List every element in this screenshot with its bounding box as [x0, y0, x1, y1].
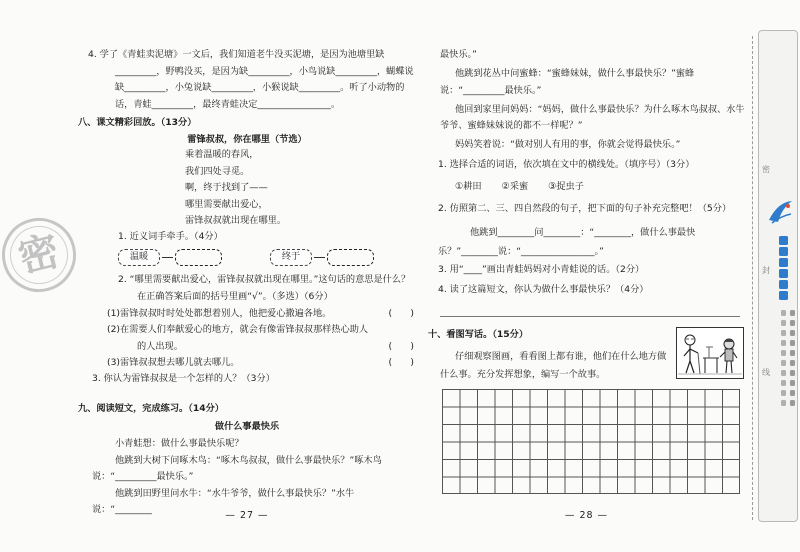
word-choice: ②采蜜 [501, 181, 529, 192]
binding-line-char: 封 [762, 266, 770, 275]
reading-passage-continued [440, 47, 745, 156]
spine-text-mark [779, 269, 788, 278]
word-choice: ①耕田 [455, 181, 482, 192]
poem-line: 啊，终于找到了—— [185, 182, 268, 194]
section-10-heading: 十、看图写话。（15分） [428, 329, 529, 340]
passage-paragraph: 他跳到大树下问啄木鸟：“啄木鸟叔叔，做什么事最快乐？”啄木鸟说：“_________最快乐。” [92, 454, 382, 483]
spine-text-mark [781, 360, 786, 366]
spine-text-mark [779, 280, 788, 289]
spine-text-mark [790, 350, 795, 356]
spine-text-mark [781, 320, 786, 326]
reading-passage [92, 436, 414, 519]
pair-connector [314, 257, 325, 258]
word-choices [455, 179, 601, 196]
passage-paragraph: 他跳到花丛中问蜜蜂：“蜜蜂妹妹，做什么事最快乐？”蜜蜂说：“_________最快乐。” [440, 67, 695, 96]
question-9-4: 4. 读了这篇短文，你认为做什么事最快乐？（4分） [438, 284, 649, 295]
choice-option [107, 306, 414, 323]
passage-paragraph: 妈妈笑着说：“做对别人有用的事，你就会觉得最快乐。” [455, 139, 681, 151]
question-9-2: 2. 仿照第二、三、四自然段的句子，把下面的句子补充完整吧！（5分） [438, 203, 732, 214]
synonym-word-box: 温暖 [118, 249, 160, 266]
option-text: (3)雷锋叔叔想去哪儿就去哪儿。 [107, 357, 240, 368]
synonym-pairs [118, 249, 374, 267]
question-8-1: 1. 近义词手牵手。（4分） [118, 231, 223, 242]
spine-text-mark [781, 340, 786, 346]
choice-option [107, 322, 414, 355]
answer-parentheses: ( ) [388, 308, 414, 319]
imitation-sentence: 他跳到________问________：“________，做什么事最快乐？”________说：“________________。” [438, 227, 696, 257]
synonym-answer-box [175, 249, 222, 266]
section-9-heading: 九、阅读短文，完成练习。（14分） [78, 403, 224, 414]
spine-text-mark [781, 400, 786, 406]
synonym-answer-box [327, 249, 374, 266]
page-number-right: — 28 — [564, 510, 609, 521]
spine-text-mark [790, 360, 795, 366]
spine-text-mark [790, 380, 795, 386]
writing-grid [442, 389, 740, 494]
answer-line [440, 316, 740, 317]
passage-title: 做什么事最快乐 [214, 421, 280, 432]
spine-text-mark [781, 310, 786, 316]
spine-text-mark [781, 380, 786, 386]
spine-text-mark [781, 330, 786, 336]
spine-text-mark [790, 390, 795, 396]
binding-line-char: 密 [762, 165, 770, 174]
question-8-2: 2. “哪里需要献出爱心，雷锋叔叔就出现在哪里。”这句话的意思是什么？在正确答案后面的括号里画“√”。（多选）（6分） [118, 274, 411, 302]
spine-strip [758, 30, 798, 522]
passage-paragraph: 小青蛙想：做什么事最快乐呢？ [115, 438, 244, 449]
spine-text-mark [790, 340, 795, 346]
poem-line: 雷锋叔叔就出现在哪里。 [185, 215, 287, 227]
spine-text-mark [790, 320, 795, 326]
poem [185, 147, 395, 230]
section-8-heading: 八、课文精彩回放。（13分） [78, 117, 197, 128]
poem-line: 乘着温暖的春风， [185, 149, 259, 160]
word-choice: ③捉虫子 [548, 181, 584, 192]
spine-text-mark [790, 310, 795, 316]
synonym-word-box: 终于 [270, 249, 312, 266]
question-9-1: 1. 选择合适的词语，依次填在文中的横线处。（填序号）（3分） [438, 159, 695, 170]
option-text: (2)在需要人们奉献爱心的地方，就会有像雷锋叔叔那样热心助人的人出现。 [107, 324, 369, 352]
option-text: (1)雷锋叔叔时时处处都想着别人，他把爱心撒遍各地。 [107, 308, 332, 319]
spine-text-mark [779, 258, 788, 267]
passage-paragraph: 他跳到田野里问水牛：“水牛爷爷，做什么事最快乐？”水牛说：“________ [92, 487, 355, 516]
spine-text-mark [790, 400, 795, 406]
question-8-3: 3. 你认为雷锋叔叔是一个怎样的人？（3分） [92, 373, 275, 384]
poem-title: 雷锋叔叔，你在哪里（节选） [187, 134, 307, 145]
spine-text-mark [781, 390, 786, 396]
fold-line [752, 36, 753, 520]
question-9-3: 3. 用“____”画出青蛙妈妈对小青蛙说的话。（2分） [438, 264, 645, 275]
spine-text-mark [781, 370, 786, 376]
spine-text-mark [790, 370, 795, 376]
answer-parentheses: ( ) [388, 340, 414, 352]
illustration-drawing [676, 327, 744, 379]
story-illustration [676, 327, 744, 379]
writing-instruction: 仔细观察图画，看看图上都有谁，他们在什么地方做什么事。充分发挥想象，编写一个故事。 [440, 351, 667, 380]
answer-parentheses: ( ) [388, 357, 414, 368]
page-number-left: — 27 — [225, 510, 269, 521]
spine-text-mark [781, 350, 786, 356]
poem-line: 哪里需要献出爱心， [185, 198, 268, 210]
publisher-logo-icon [766, 198, 794, 228]
pair-connector [162, 257, 173, 258]
passage-paragraph: 最快乐。” [440, 49, 477, 60]
stamp-character: 密 [4, 220, 74, 290]
choice-option [107, 355, 414, 372]
logo-swoosh-icon [766, 198, 794, 228]
binding-line-char: 线 [762, 368, 770, 377]
confidential-stamp [0, 210, 84, 300]
spine-text-mark [790, 330, 795, 336]
passage-paragraph: 他回到家里问妈妈：“妈妈，做什么事最快乐？为什么啄木鸟叔叔、水牛爷爷、蜜蜂妹妹说的都不一样呢？” [440, 103, 745, 132]
question-4: 4. 学了《青蛙卖泥塘》一文后，我们知道老牛没买泥塘，是因为池塘里缺_________，野鸭没买，是因为缺_________，小鸟说缺_________，蝴蝶说缺_________，小兔说缺_________，小猴说缺_________。听了小动物的话，青蛙_________，最终青蛙决定________________。 [88, 49, 414, 110]
spine-text-mark [779, 236, 788, 245]
spine-text-mark [779, 291, 788, 300]
poem-line: 我们四处寻觅。 [185, 165, 250, 177]
spine-text-mark [779, 247, 788, 256]
